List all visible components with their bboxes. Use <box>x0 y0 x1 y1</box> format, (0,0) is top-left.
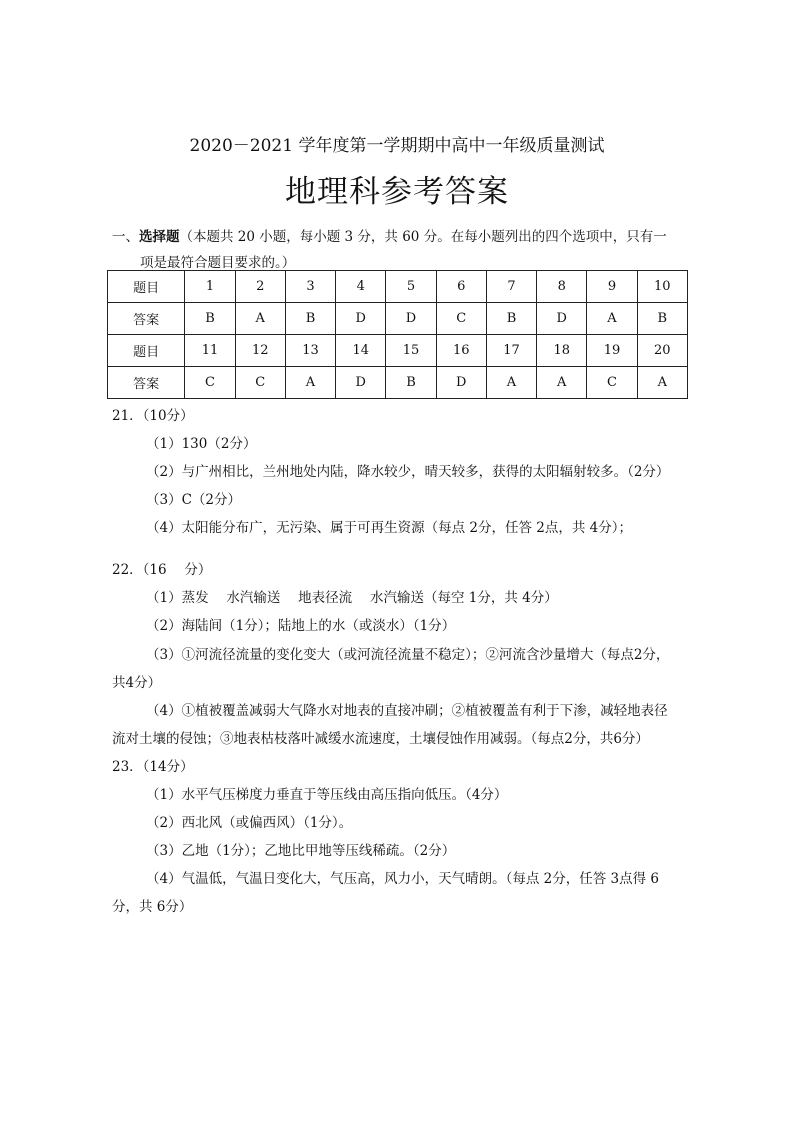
table-cell: B <box>285 303 335 335</box>
q23-answer-4-cont: 分，共 6分） <box>112 899 193 915</box>
q21-answer-1: （1）130（2分） <box>146 436 257 452</box>
table-cell: 10 <box>637 271 687 303</box>
table-cell: D <box>386 303 436 335</box>
table-cell: 1 <box>185 271 235 303</box>
table-row-header: 题目 <box>108 335 185 367</box>
table-cell: 3 <box>285 271 335 303</box>
table-cell: 6 <box>436 271 486 303</box>
q22-answer-4-cont: 流对土壤的侵蚀；③地表枯枝落叶减缓水流速度，土壤侵蚀作用减弱。（每点2分，共6分） <box>112 731 649 747</box>
section-1-desc-cont: 项是最符合题目要求的。） <box>140 255 296 271</box>
table-cell: D <box>336 303 386 335</box>
table-row-header: 答案 <box>108 367 185 399</box>
table-cell: D <box>537 303 587 335</box>
table-cell: 19 <box>587 335 637 367</box>
table-cell: 17 <box>486 335 536 367</box>
table-row <box>108 271 688 303</box>
table-row-header: 答案 <box>108 303 185 335</box>
q22-answer-2: （2）海陆间（1分）；陆地上的水（或淡水）（1分） <box>146 618 456 634</box>
q23-answer-1: （1）水平气压梯度力垂直于等压线由高压指向低压。（4分） <box>146 787 508 803</box>
table-cell: A <box>587 303 637 335</box>
table-cell: B <box>386 367 436 399</box>
section-1-label: 选择题 <box>139 229 180 245</box>
table-cell: 12 <box>235 335 285 367</box>
table-cell: 15 <box>386 335 436 367</box>
table-row <box>108 367 688 399</box>
table-cell: D <box>436 367 486 399</box>
section-1-heading <box>112 224 692 276</box>
table-cell: 9 <box>587 271 637 303</box>
exam-title: 2020－2021 学年度第一学期期中高中一年级质量测试 <box>189 136 605 156</box>
table-cell: 14 <box>336 335 386 367</box>
table-row <box>108 303 688 335</box>
q22-answer-1: （1）蒸发 水汽输送 地表径流 水汽输送（每空 1分，共 4分） <box>146 590 558 606</box>
table-cell: B <box>486 303 536 335</box>
section-1-desc: （本题共 20 小题，每小题 3 分，共 60 分。在每小题列出的四个选项中，只有一 <box>179 229 667 245</box>
section-1-prefix: 一、 <box>112 229 139 245</box>
q21-answer-3: （3）C（2分） <box>146 492 242 508</box>
table-row <box>108 335 688 367</box>
q21-answer-4: （4）太阳能分布广，无污染、属于可再生资源（每点 2分，任答 2点，共 4分）； <box>146 520 632 536</box>
table-row-header: 题目 <box>108 271 185 303</box>
table-cell: 11 <box>185 335 235 367</box>
q22-heading: 22．（16 分） <box>112 562 212 578</box>
table-cell: 20 <box>637 335 687 367</box>
table-cell: C <box>587 367 637 399</box>
table-cell: C <box>436 303 486 335</box>
answer-table <box>107 270 688 399</box>
table-cell: A <box>637 367 687 399</box>
q22-answer-4: （4）①植被覆盖减弱大气降水对地表的直接冲刷；②植被覆盖有利于下渗，减轻地表径 <box>146 703 668 719</box>
table-cell: 5 <box>386 271 436 303</box>
q23-heading: 23．（14分） <box>112 759 194 775</box>
table-cell: A <box>285 367 335 399</box>
table-cell: C <box>185 367 235 399</box>
q23-answer-3: （3）乙地（1分）；乙地比甲地等压线稀疏。（2分） <box>146 843 456 859</box>
table-cell: C <box>235 367 285 399</box>
table-cell: 4 <box>336 271 386 303</box>
table-cell: A <box>486 367 536 399</box>
table-cell: A <box>235 303 285 335</box>
table-cell: 8 <box>537 271 587 303</box>
table-cell: 18 <box>537 335 587 367</box>
q23-answer-4: （4）气温低，气温日变化大，气压高，风力小，天气晴朗。（每点 2分，任答 3点得 6 <box>146 871 659 887</box>
table-cell: A <box>537 367 587 399</box>
table-cell: 16 <box>436 335 486 367</box>
answer-key-title: 地理科参考答案 <box>285 174 509 210</box>
table-cell: D <box>336 367 386 399</box>
table-cell: 7 <box>486 271 536 303</box>
q23-answer-2: （2）西北风（或偏西风）（1分）。 <box>146 815 353 831</box>
table-cell: 2 <box>235 271 285 303</box>
q21-heading: 21．（10分） <box>112 408 194 424</box>
table-cell: B <box>637 303 687 335</box>
q21-answer-2: （2）与广州相比，兰州地处内陆，降水较少，晴天较多，获得的太阳辐射较多。（2分） <box>146 464 670 480</box>
q22-answer-3-cont: 共4分） <box>112 675 162 691</box>
table-cell: B <box>185 303 235 335</box>
table-cell: 13 <box>285 335 335 367</box>
q22-answer-3: （3）①河流径流量的变化变大（或河流径流量不稳定）；②河流含沙量增大（每点2分， <box>146 647 670 663</box>
